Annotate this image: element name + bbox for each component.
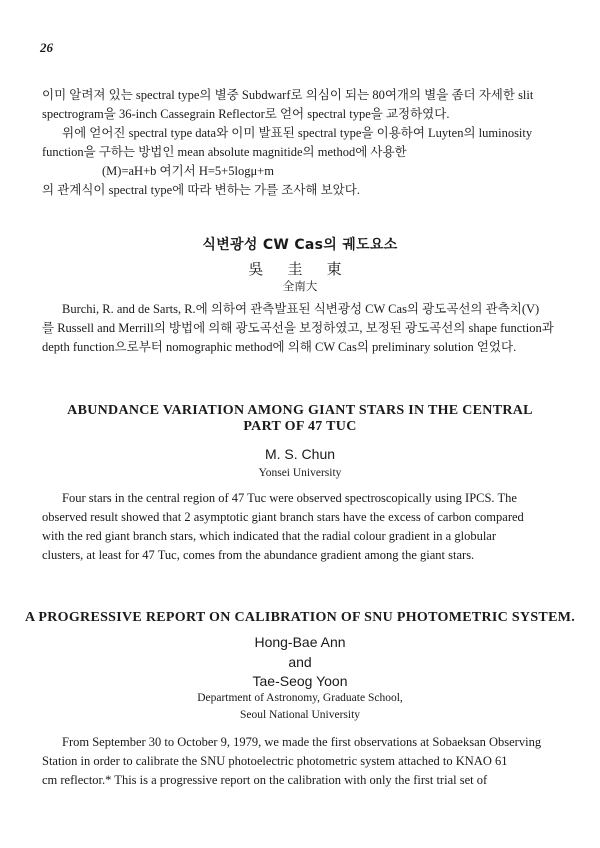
author-conjunction: and	[288, 654, 312, 670]
text-line: cm reflector.* This is a progressive report on the calibration with only the first trial set of	[42, 773, 488, 787]
text-line: 위에 얻어진 spectral type data와 이미 발표된 spectral type을 이용하여 Luyten의 luminosity	[62, 126, 533, 140]
affiliation-line: Seoul National University	[239, 709, 361, 721]
text-line: spectrogram을 36-inch Cassegrain Reflector로 얻어 spectral type을 교정하였다.	[42, 107, 450, 121]
formula-line: (M)=aH+b 여기서 H=5+5logμ+m	[102, 164, 274, 178]
section-title-47-tuc	[0, 403, 600, 435]
text-line: function을 구하는 방법인 mean absolute magnitide의 method에 사용한	[42, 145, 407, 159]
text-line: Burchi, R. and de Sarts, R.에 의하여 관측발표된 식변광성 CW Cas의 광도곡선의 관측치(V)	[62, 302, 540, 316]
affiliation-line: Department of Astronomy, Graduate School,	[197, 692, 403, 704]
section-title-cw-cas: 식변광성 CW Cas의 궤도요소	[202, 237, 398, 253]
text-line: Station in order to calibrate the SNU photoelectric photometric system attached to KNAO 61	[42, 754, 508, 768]
text-line: From September 30 to October 9, 1979, we made the first observations at Sobaeksan Observing	[62, 735, 542, 749]
text-line: Four stars in the central region of 47 Tuc were observed spectroscopically using IPCS. The	[62, 491, 517, 505]
intro-paragraph	[42, 86, 558, 200]
text-line: observed result showed that 2 asymptotic giant branch stars have the excess of carbon compared	[42, 510, 524, 524]
abstract-paragraph	[42, 733, 558, 790]
title-line: PART OF 47 TUC	[243, 419, 357, 434]
text-line: clusters, at least for 47 Tuc, comes from the abundance gradient among the giant stars.	[42, 548, 475, 562]
affiliation: Yonsei University	[258, 467, 342, 479]
text-line: 의 관계식이 spectral type에 따라 변하는 가를 조사해 보았다.	[42, 183, 360, 197]
text-line: 를 Russell and Merrill의 방법에 의해 광도곡선을 보정하였고, 보정된 광도곡선의 shape function과	[42, 321, 554, 335]
affiliation	[0, 690, 600, 724]
author-name: Tae-Seog Yoon	[252, 673, 348, 689]
abstract-paragraph	[42, 489, 558, 565]
text-line: 이미 알려져 있는 spectral type의 별중 Subdwarf로 의심이 되는 80여개의 별을 좀더 자세한 slit	[42, 88, 534, 102]
section-title-snu-photometric: A PROGRESSIVE REPORT ON CALIBRATION OF SNU PHOTOMETRIC SYSTEM.	[24, 610, 576, 625]
author-name: 吳 圭 東	[248, 261, 352, 278]
author-name: M. S. Chun	[264, 446, 336, 462]
text-line: with the red giant branch stars, which indicated that the radial colour gradient in a globular	[42, 529, 497, 543]
title-line: ABUNDANCE VARIATION AMONG GIANT STARS IN THE CENTRAL	[67, 403, 533, 418]
affiliation: 全南大	[282, 281, 318, 293]
page-number: 26	[40, 40, 53, 55]
abstract-paragraph	[42, 300, 558, 357]
author-name: Hong-Bae Ann	[254, 634, 346, 650]
text-line: depth function으로부터 nomographic method에 의해 CW Cas의 preliminary solution 얻었다.	[42, 340, 517, 354]
